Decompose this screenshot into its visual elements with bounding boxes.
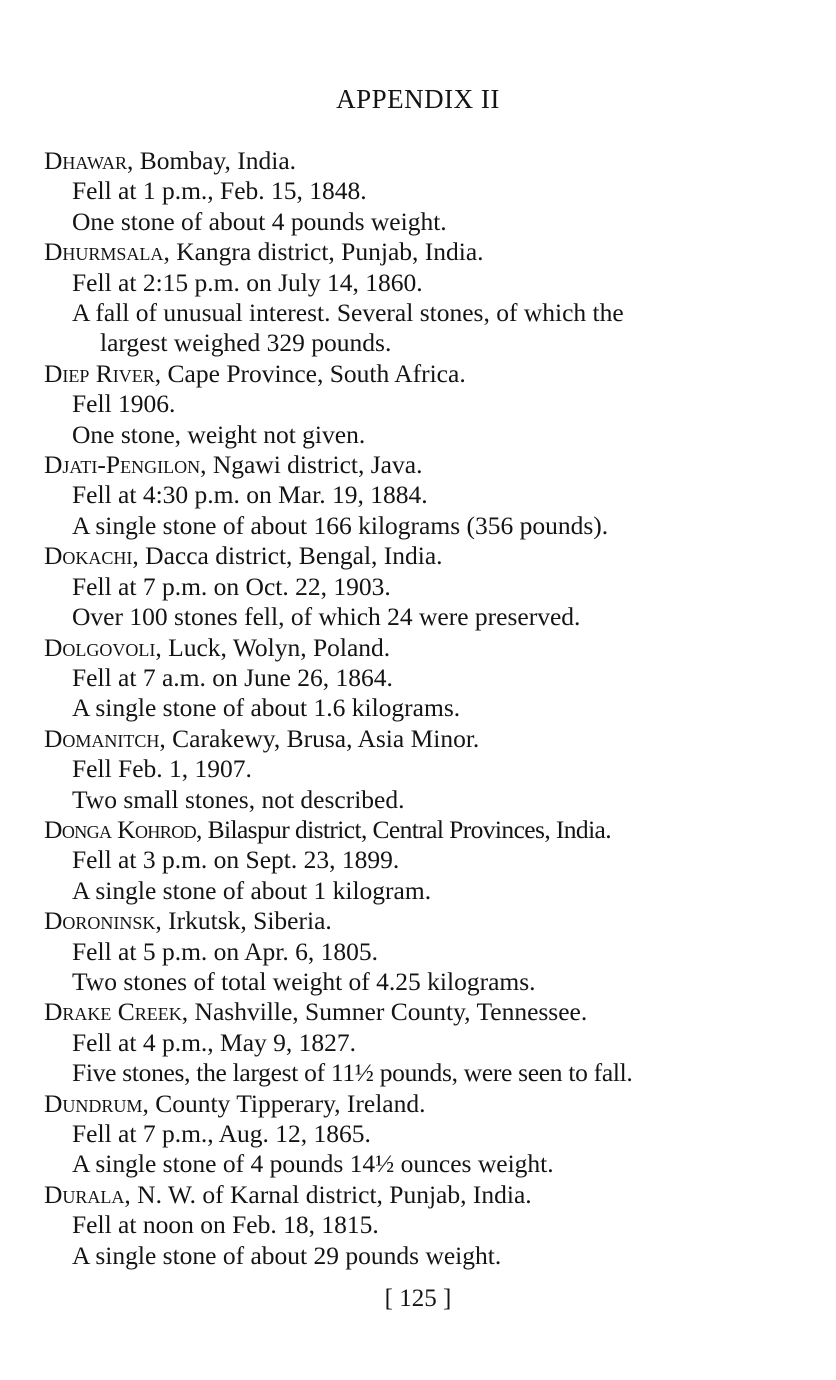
entry-dokachi [44,541,764,632]
entry-drake-creek [44,997,764,1088]
entry-dhawar [44,146,764,237]
entry-line: Fell at 2:15 p.m. on July 14, 1860. [72,267,423,297]
entry-line: Fell at 7 a.m. on June 26, 1864. [72,662,393,692]
entry-location: , Cape Province, South Africa. [154,358,466,388]
entry-line: A fall of unusual interest. Several stones, of which the [72,298,624,328]
entry-name: Donga Kohrod [44,814,197,844]
entry-location: , Kangra district, Punjab, India. [163,237,484,267]
entry-line: Fell at 7 p.m., Aug. 12, 1865. [72,1119,371,1148]
entry-djati-pengilon [44,450,764,541]
entry-line: Fell at 4 p.m., May 9, 1827. [72,1027,357,1057]
entry-name: Dhawar [44,146,127,175]
entry-line: Fell at noon on Feb. 18, 1815. [72,1210,379,1240]
page-number: [ 125 ] [384,1285,452,1312]
entry-name: Dundrum [44,1088,143,1118]
entry-location: , Dacca district, Bengal, India. [132,541,443,571]
entry-line: Over 100 stones fell, of which 24 were preserved. [72,602,581,632]
entry-donga-kohrod [44,815,764,906]
entry-line: Two small stones, not described. [72,784,405,814]
entry-location: , Nashville, Sumner County, Tennessee. [181,997,588,1027]
entry-name: Doroninsk [44,906,156,936]
entry-line: A single stone of about 166 kilograms (356 pounds). [72,510,609,540]
entry-line: Fell at 7 p.m. on Oct. 22, 1903. [72,571,391,601]
entry-location: , Carakewy, Brusa, Asia Minor. [159,723,480,753]
entry-line: Fell at 4:30 p.m. on Mar. 19, 1884. [72,480,428,510]
entry-location: , County Tipperary, Ireland. [142,1088,426,1118]
entry-location: , N. W. of Karnal district, Punjab, India. [124,1179,532,1209]
entry-line: One stone of about 4 pounds weight. [72,206,447,236]
entry-line: A single stone of 4 pounds 14½ ounces weight. [72,1149,554,1179]
entry-domanitch [44,724,764,815]
entry-location: , Irkutsk, Siberia. [155,906,332,936]
entry-dolgovoli [44,633,764,724]
entry-name: Domanitch [44,723,160,753]
entry-line: Fell at 1 p.m., Feb. 15, 1848. [72,176,367,206]
entry-name: Drake Creek [44,997,182,1027]
entry-line: A single stone of about 1.6 kilograms. [72,693,461,723]
entry-location: , Ngawi district, Java. [200,450,423,480]
entry-name: Dokachi [44,541,133,571]
entry-line: Five stones, the largest of 11½ pounds, were seen to fall. [72,1058,633,1088]
entry-line: Fell at 3 p.m. on Sept. 23, 1899. [72,845,400,875]
entry-line: Fell Feb. 1, 1907. [72,754,252,784]
entry-dundrum [44,1089,764,1180]
entry-line: One stone, weight not given. [72,419,366,449]
page-heading: APPENDIX II [336,84,500,114]
entry-line: Fell 1906. [72,389,176,419]
entry-name: Djati-Pengilon [44,450,201,480]
entry-line: largest weighed 329 pounds. [100,328,392,358]
entry-dhurmsala [44,237,764,359]
entry-location: , Bombay, India. [126,146,297,175]
entry-doroninsk [44,906,764,997]
entry-line: A single stone of about 1 kilogram. [72,875,432,905]
entry-line: A single stone of about 29 pounds weight. [72,1240,502,1270]
entry-name: Diep River [44,358,155,388]
entry-name: Dhurmsala [44,237,164,267]
entry-line: Two stones of total weight of 4.25 kilograms. [72,966,536,996]
entry-diep-river [44,359,764,450]
entry-name: Durala [44,1179,125,1209]
entry-line: Fell at 5 p.m. on Apr. 6, 1805. [72,936,378,966]
entry-location: , Luck, Wolyn, Poland. [155,632,391,662]
meteorite-entries [44,146,764,1271]
entry-location: , Bilaspur district, Central Provinces, India. [196,814,612,844]
entry-durala [44,1180,764,1271]
entry-name: Dolgovoli [44,632,156,662]
